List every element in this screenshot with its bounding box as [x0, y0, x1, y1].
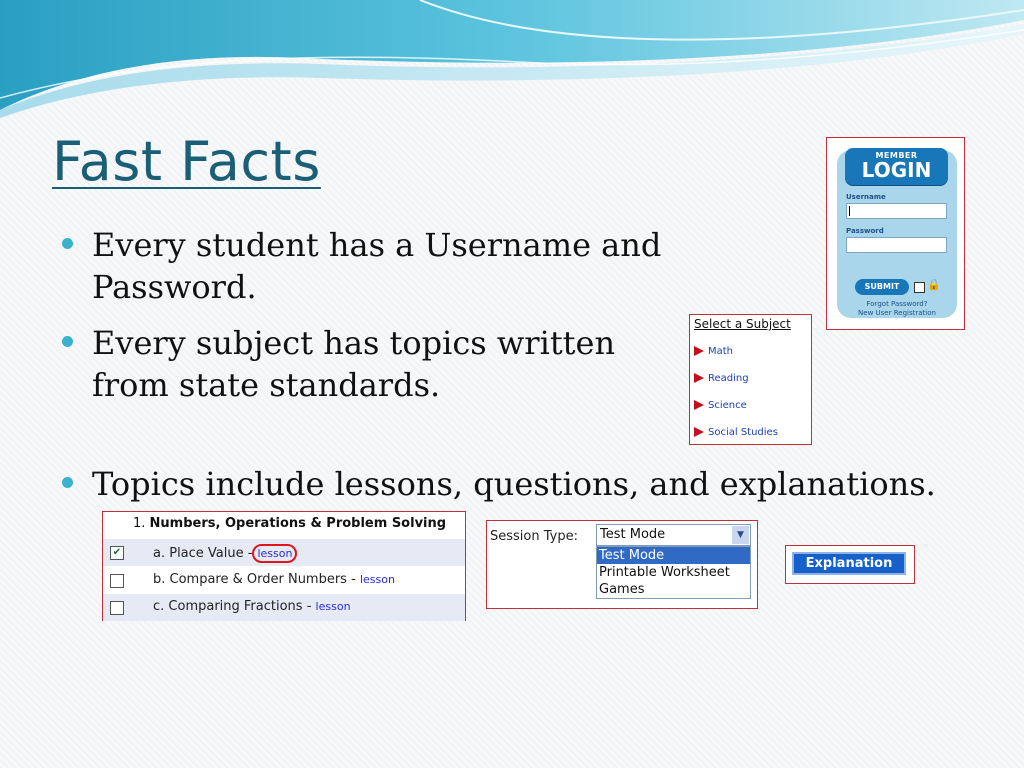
- lesson-link[interactable]: lesson: [315, 600, 351, 613]
- topic-header-text: Numbers, Operations & Problem Solving: [149, 516, 447, 531]
- login-badge: [845, 148, 948, 185]
- bullet-dot-icon: [62, 477, 73, 488]
- session-selected-value: Test Mode: [600, 527, 666, 542]
- session-type-screenshot: [486, 520, 758, 609]
- forgot-password-link[interactable]: Forgot Password?: [866, 300, 928, 308]
- submit-button[interactable]: SUBMIT: [855, 279, 909, 295]
- session-type-select[interactable]: [596, 524, 751, 546]
- topic-row: [103, 566, 465, 594]
- topic-row: [103, 593, 465, 621]
- bullet-text: Topics include lessons, questions, and explanations.: [92, 465, 936, 503]
- topic-checkbox-checked[interactable]: ✔: [110, 546, 124, 560]
- red-triangle-arrow-icon: [694, 400, 704, 410]
- subject-label: Social Studies: [708, 427, 778, 438]
- topic-row: [103, 538, 465, 566]
- bullet-text: Every subject has topics written from state standards.: [92, 324, 616, 404]
- bullet-item: [62, 463, 962, 505]
- session-type-options: [596, 546, 751, 599]
- subject-item-science[interactable]: [694, 400, 747, 411]
- username-field[interactable]: [846, 203, 947, 219]
- remember-checkbox[interactable]: [914, 282, 925, 293]
- session-option-games[interactable]: Games: [599, 582, 645, 597]
- topic-checkbox[interactable]: [110, 574, 124, 588]
- topic-text: b. Compare & Order Numbers -: [153, 572, 356, 587]
- header-wave-decoration: [0, 0, 1024, 120]
- login-badge-big: LOGIN: [861, 158, 932, 182]
- subject-label: Math: [708, 346, 734, 357]
- slide-title: Fast Facts: [52, 130, 321, 193]
- topic-header-number: 1.: [133, 516, 146, 531]
- red-triangle-arrow-icon: [694, 346, 704, 356]
- bullet-item: [62, 224, 822, 308]
- password-field[interactable]: [846, 237, 947, 253]
- topics-list-screenshot: [102, 511, 466, 621]
- member-login-screenshot: [826, 137, 965, 330]
- explanation-screenshot: [785, 545, 915, 584]
- subject-item-social-studies[interactable]: [694, 427, 778, 438]
- subject-heading: Select a Subject: [694, 317, 791, 331]
- login-panel: [837, 150, 957, 318]
- subject-item-reading[interactable]: [694, 373, 749, 384]
- red-triangle-arrow-icon: [694, 427, 704, 437]
- bullet-item: [62, 322, 672, 406]
- lesson-link[interactable]: lesson: [359, 573, 395, 586]
- text-caret: [849, 206, 850, 216]
- padlock-icon: 🔒: [927, 278, 941, 291]
- password-label: Password: [846, 227, 884, 235]
- topic-header: [133, 516, 446, 531]
- explanation-button[interactable]: Explanation: [792, 552, 906, 575]
- lesson-link[interactable]: lesson: [257, 547, 293, 560]
- bullet-text: Every student has a Username and Password.: [92, 226, 662, 306]
- red-triangle-arrow-icon: [694, 373, 704, 383]
- bullet-dot-icon: [62, 238, 73, 249]
- session-option-test-mode[interactable]: Test Mode: [597, 547, 750, 564]
- chevron-down-icon[interactable]: ▼: [732, 526, 749, 544]
- subject-item-math[interactable]: [694, 346, 733, 357]
- session-type-label: Session Type:: [490, 529, 578, 544]
- new-user-registration-link[interactable]: New User Registration: [858, 309, 936, 317]
- bullet-dot-icon: [62, 336, 73, 347]
- topic-text: a. Place Value -: [153, 546, 253, 561]
- subject-label: Science: [708, 400, 747, 411]
- subject-label: Reading: [708, 373, 749, 384]
- topic-checkbox[interactable]: [110, 601, 124, 615]
- topic-text: c. Comparing Fractions -: [153, 599, 312, 614]
- session-option-printable-worksheet[interactable]: Printable Worksheet: [599, 565, 730, 580]
- login-badge-small: MEMBER: [875, 151, 918, 160]
- username-label: Username: [846, 193, 886, 201]
- highlight-circle: [252, 544, 297, 563]
- select-subject-screenshot: [689, 314, 812, 445]
